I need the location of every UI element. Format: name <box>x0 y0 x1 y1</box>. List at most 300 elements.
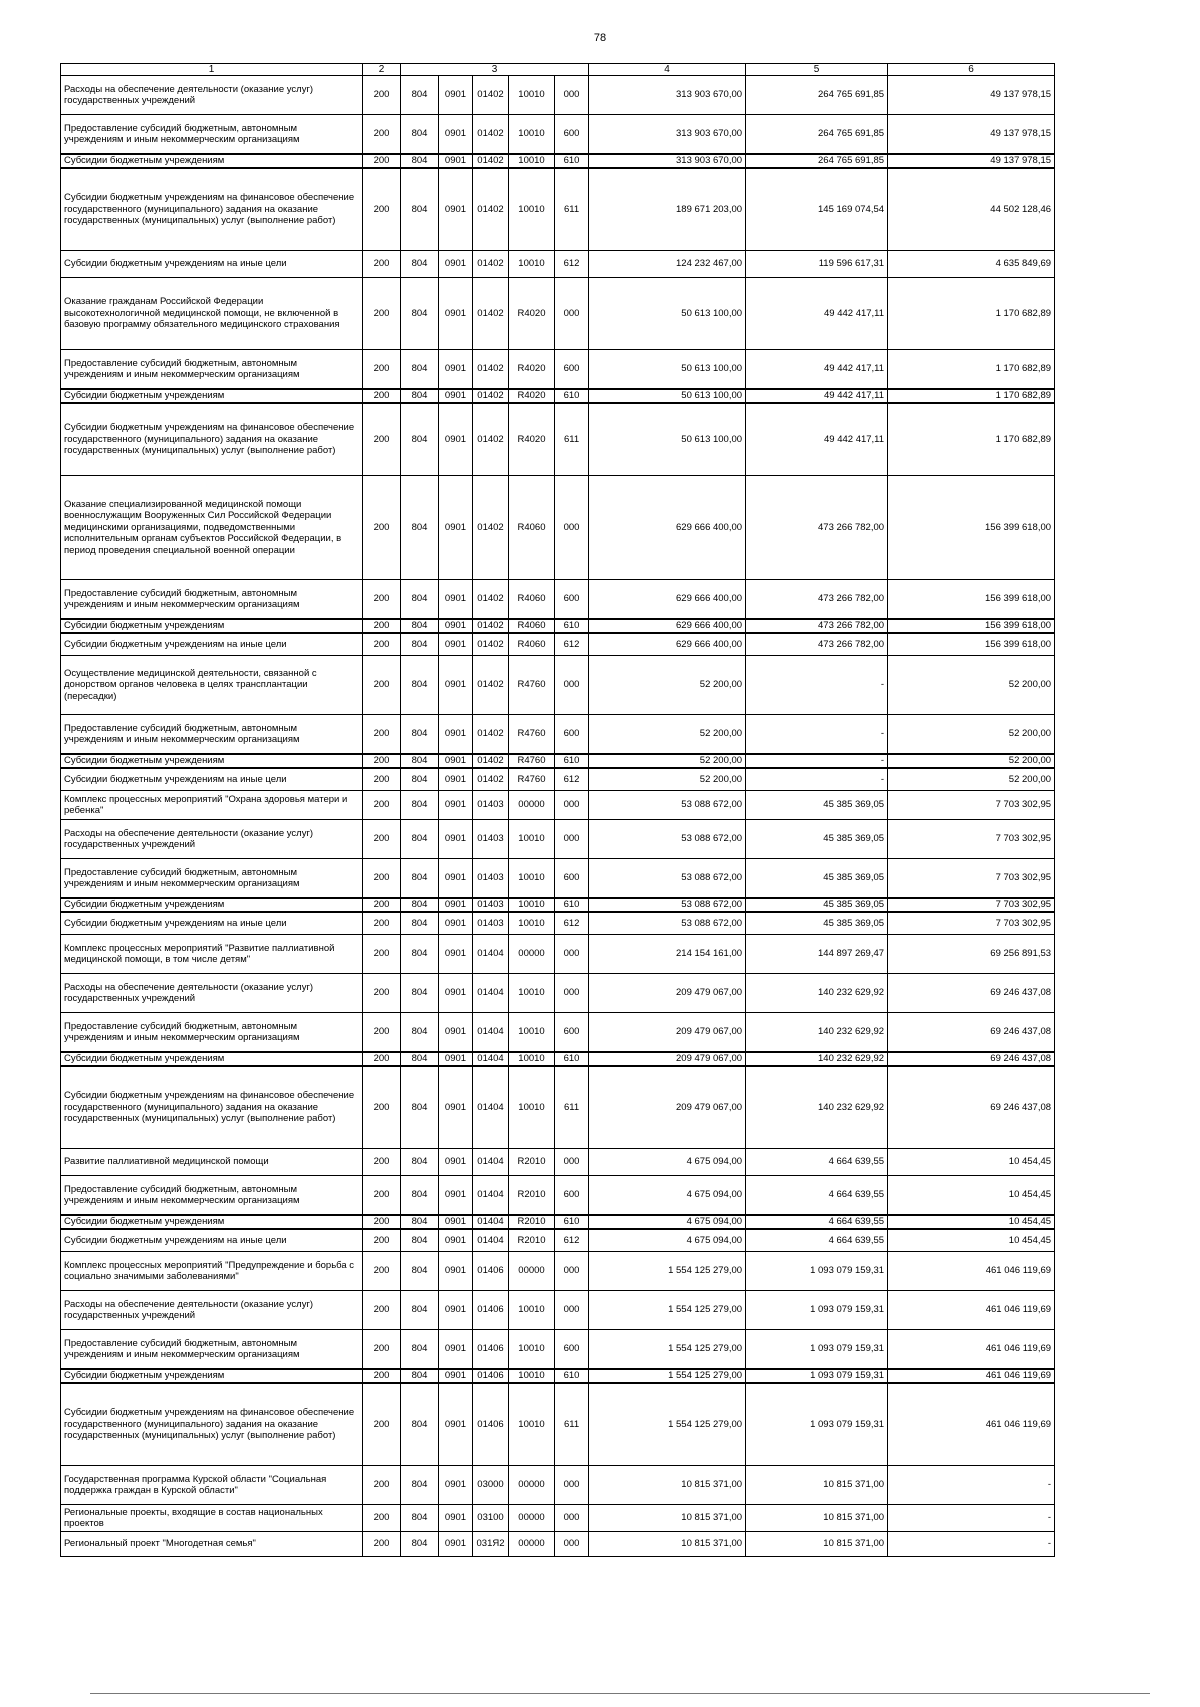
code-ved: 804 <box>401 1149 439 1176</box>
code-ved: 804 <box>401 715 439 755</box>
code-program: 01406 <box>473 1330 509 1370</box>
code-section: 0901 <box>439 168 473 251</box>
value-executed: 144 897 269,47 <box>746 935 888 974</box>
value-remaining: 461 046 119,69 <box>888 1369 1055 1383</box>
code-ved: 804 <box>401 619 439 633</box>
value-executed: 45 385 369,05 <box>746 859 888 899</box>
code-type: 000 <box>555 791 589 820</box>
value-remaining: 49 137 978,15 <box>888 76 1055 115</box>
code-ved: 804 <box>401 820 439 859</box>
value-remaining: 7 703 302,95 <box>888 820 1055 859</box>
row-name: Предоставление субсидий бюджетным, автономным учреждениям и иным некоммерческим организациям <box>61 715 363 755</box>
table-row <box>61 580 1055 620</box>
code-gr: 200 <box>363 1291 401 1330</box>
code-section: 0901 <box>439 898 473 912</box>
code-ved: 804 <box>401 1052 439 1066</box>
code-type: 610 <box>555 898 589 912</box>
table-row <box>61 76 1055 115</box>
code-gr: 200 <box>363 619 401 633</box>
code-type: 600 <box>555 1013 589 1053</box>
value-executed: - <box>746 715 888 755</box>
code-type: 611 <box>555 403 589 476</box>
code-gr: 200 <box>363 898 401 912</box>
row-name: Региональные проекты, входящие в состав национальных проектов <box>61 1505 363 1532</box>
row-name: Субсидии бюджетным учреждениям <box>61 1369 363 1383</box>
table-row <box>61 859 1055 899</box>
code-ved: 804 <box>401 1176 439 1216</box>
row-name: Субсидии бюджетным учреждениям на финансовое обеспечение государственного (муниципального) задания на оказание государственных (муниципальных) услуг (выполнение работ) <box>61 1066 363 1149</box>
value-executed: 1 093 079 159,31 <box>746 1291 888 1330</box>
row-name: Оказание гражданам Российской Федерации высокотехнологичной медицинской помощи, не включенной в базовую программу обязательного медицинского страхования <box>61 278 363 350</box>
table-row <box>61 1229 1055 1252</box>
value-executed: 49 442 417,11 <box>746 278 888 350</box>
code-ved: 804 <box>401 754 439 768</box>
value-executed: 10 815 371,00 <box>746 1505 888 1532</box>
code-program: 01402 <box>473 350 509 390</box>
code-gr: 200 <box>363 1215 401 1229</box>
value-plan: 629 666 400,00 <box>589 476 746 580</box>
value-plan: 214 154 161,00 <box>589 935 746 974</box>
code-type: 610 <box>555 1215 589 1229</box>
code-direction: 00000 <box>509 1252 555 1291</box>
code-gr: 200 <box>363 580 401 620</box>
code-section: 0901 <box>439 656 473 715</box>
code-program: 01402 <box>473 633 509 656</box>
row-name: Предоставление субсидий бюджетным, автономным учреждениям и иным некоммерческим организациям <box>61 1330 363 1370</box>
value-remaining: 10 454,45 <box>888 1215 1055 1229</box>
code-section: 0901 <box>439 76 473 115</box>
code-direction: 10010 <box>509 154 555 168</box>
table-row <box>61 898 1055 912</box>
code-gr: 200 <box>363 1013 401 1053</box>
code-type: 612 <box>555 251 589 278</box>
code-section: 0901 <box>439 1291 473 1330</box>
code-type: 612 <box>555 633 589 656</box>
code-section: 0901 <box>439 1066 473 1149</box>
code-direction: 10010 <box>509 1013 555 1053</box>
value-plan: 313 903 670,00 <box>589 76 746 115</box>
code-program: 01403 <box>473 898 509 912</box>
value-remaining: 156 399 618,00 <box>888 633 1055 656</box>
value-plan: 10 815 371,00 <box>589 1505 746 1532</box>
page-bottom-line <box>90 1693 1150 1694</box>
row-name: Комплекс процессных мероприятий "Предупреждение и борьба с социально значимыми заболеваниями" <box>61 1252 363 1291</box>
code-program: 01402 <box>473 168 509 251</box>
value-plan: 1 554 125 279,00 <box>589 1369 746 1383</box>
code-ved: 804 <box>401 768 439 791</box>
code-gr: 200 <box>363 974 401 1013</box>
table-row <box>61 1330 1055 1370</box>
code-direction: 10010 <box>509 820 555 859</box>
code-direction: R2010 <box>509 1229 555 1252</box>
row-name: Субсидии бюджетным учреждениям на иные цели <box>61 912 363 935</box>
code-direction: 10010 <box>509 859 555 899</box>
code-program: 01402 <box>473 154 509 168</box>
code-direction: 00000 <box>509 935 555 974</box>
table-row <box>61 1252 1055 1291</box>
value-executed: 49 442 417,11 <box>746 350 888 390</box>
code-ved: 804 <box>401 912 439 935</box>
value-remaining: 1 170 682,89 <box>888 350 1055 390</box>
value-remaining: 49 137 978,15 <box>888 115 1055 155</box>
code-ved: 804 <box>401 1013 439 1053</box>
code-type: 600 <box>555 580 589 620</box>
value-plan: 4 675 094,00 <box>589 1149 746 1176</box>
value-remaining: 7 703 302,95 <box>888 859 1055 899</box>
code-program: 01403 <box>473 912 509 935</box>
code-program: 03100 <box>473 1505 509 1532</box>
code-program: 01403 <box>473 791 509 820</box>
value-executed: 4 664 639,55 <box>746 1176 888 1216</box>
value-plan: 209 479 067,00 <box>589 1052 746 1066</box>
code-section: 0901 <box>439 1532 473 1557</box>
code-section: 0901 <box>439 1252 473 1291</box>
code-direction: 10010 <box>509 912 555 935</box>
code-program: 03000 <box>473 1466 509 1505</box>
code-type: 000 <box>555 820 589 859</box>
value-remaining: 461 046 119,69 <box>888 1291 1055 1330</box>
code-program: 01402 <box>473 580 509 620</box>
value-remaining: 10 454,45 <box>888 1229 1055 1252</box>
code-section: 0901 <box>439 912 473 935</box>
code-ved: 804 <box>401 1229 439 1252</box>
code-program: 01404 <box>473 1176 509 1216</box>
code-type: 000 <box>555 1505 589 1532</box>
row-name: Осуществление медицинской деятельности, связанной с донорством органов человека в целях трансплантации (пересадки) <box>61 656 363 715</box>
value-plan: 52 200,00 <box>589 656 746 715</box>
row-name: Субсидии бюджетным учреждениям <box>61 754 363 768</box>
code-type: 612 <box>555 1229 589 1252</box>
row-name: Субсидии бюджетным учреждениям <box>61 1215 363 1229</box>
row-name: Субсидии бюджетным учреждениям на иные цели <box>61 768 363 791</box>
code-gr: 200 <box>363 1505 401 1532</box>
code-type: 611 <box>555 168 589 251</box>
code-gr: 200 <box>363 1532 401 1557</box>
code-program: 01404 <box>473 1149 509 1176</box>
code-ved: 804 <box>401 974 439 1013</box>
page-number: 78 <box>593 32 607 44</box>
value-executed: 4 664 639,55 <box>746 1229 888 1252</box>
code-gr: 200 <box>363 115 401 155</box>
code-gr: 200 <box>363 1330 401 1370</box>
row-name: Расходы на обеспечение деятельности (оказание услуг) государственных учреждений <box>61 1291 363 1330</box>
code-section: 0901 <box>439 1176 473 1216</box>
value-plan: 53 088 672,00 <box>589 859 746 899</box>
code-type: 000 <box>555 1252 589 1291</box>
code-section: 0901 <box>439 1330 473 1370</box>
value-remaining: 52 200,00 <box>888 754 1055 768</box>
value-remaining: 69 246 437,08 <box>888 974 1055 1013</box>
code-program: 01404 <box>473 1052 509 1066</box>
value-executed: 264 765 691,85 <box>746 154 888 168</box>
code-section: 0901 <box>439 278 473 350</box>
code-ved: 804 <box>401 1369 439 1383</box>
code-direction: 10010 <box>509 1291 555 1330</box>
code-type: 000 <box>555 935 589 974</box>
code-ved: 804 <box>401 168 439 251</box>
code-ved: 804 <box>401 350 439 390</box>
code-ved: 804 <box>401 1383 439 1466</box>
code-section: 0901 <box>439 350 473 390</box>
table-row <box>61 791 1055 820</box>
code-program: 01406 <box>473 1369 509 1383</box>
code-program: 01406 <box>473 1383 509 1466</box>
code-direction: 00000 <box>509 1505 555 1532</box>
code-section: 0901 <box>439 715 473 755</box>
table-row <box>61 1369 1055 1383</box>
code-ved: 804 <box>401 476 439 580</box>
code-direction: 00000 <box>509 1532 555 1557</box>
code-type: 610 <box>555 1052 589 1066</box>
code-section: 0901 <box>439 1383 473 1466</box>
code-program: 01402 <box>473 768 509 791</box>
value-remaining: 1 170 682,89 <box>888 389 1055 403</box>
value-plan: 53 088 672,00 <box>589 898 746 912</box>
table-row <box>61 633 1055 656</box>
value-executed: 140 232 629,92 <box>746 1013 888 1053</box>
code-type: 000 <box>555 1532 589 1557</box>
budget-table <box>60 63 1055 1557</box>
table-row <box>61 389 1055 403</box>
value-executed: 473 266 782,00 <box>746 580 888 620</box>
value-plan: 629 666 400,00 <box>589 633 746 656</box>
value-plan: 50 613 100,00 <box>589 403 746 476</box>
row-name: Государственная программа Курской области "Социальная поддержка граждан в Курской области" <box>61 1466 363 1505</box>
code-program: 01404 <box>473 1013 509 1053</box>
value-executed: - <box>746 754 888 768</box>
value-remaining: 52 200,00 <box>888 768 1055 791</box>
value-plan: 629 666 400,00 <box>589 619 746 633</box>
row-name: Субсидии бюджетным учреждениям <box>61 1052 363 1066</box>
row-name: Предоставление субсидий бюджетным, автономным учреждениям и иным некоммерческим организациям <box>61 115 363 155</box>
code-gr: 200 <box>363 859 401 899</box>
value-executed: 119 596 617,31 <box>746 251 888 278</box>
code-gr: 200 <box>363 791 401 820</box>
code-section: 0901 <box>439 251 473 278</box>
code-ved: 804 <box>401 1532 439 1557</box>
value-remaining: 7 703 302,95 <box>888 791 1055 820</box>
value-executed: - <box>746 656 888 715</box>
table-row <box>61 1532 1055 1557</box>
code-type: 610 <box>555 754 589 768</box>
column-header: 2 <box>363 64 401 76</box>
row-name: Оказание специализированной медицинской помощи военнослужащим Вооруженных Сил Российской Федерации медицинскими организациями, подведомственными исполнительным органам субъектов Российской Федерации, в период проведения специальной военной операции <box>61 476 363 580</box>
table-row <box>61 251 1055 278</box>
row-name: Субсидии бюджетным учреждениям на финансовое обеспечение государственного (муниципального) задания на оказание государственных (муниципальных) услуг (выполнение работ) <box>61 1383 363 1466</box>
value-executed: 10 815 371,00 <box>746 1466 888 1505</box>
value-executed: 473 266 782,00 <box>746 476 888 580</box>
table-row <box>61 1215 1055 1229</box>
value-remaining: 156 399 618,00 <box>888 580 1055 620</box>
value-plan: 209 479 067,00 <box>589 1066 746 1149</box>
row-name: Расходы на обеспечение деятельности (оказание услуг) государственных учреждений <box>61 974 363 1013</box>
value-executed: 45 385 369,05 <box>746 898 888 912</box>
code-section: 0901 <box>439 633 473 656</box>
value-remaining: 44 502 128,46 <box>888 168 1055 251</box>
code-section: 0901 <box>439 935 473 974</box>
code-program: 031Я2 <box>473 1532 509 1557</box>
code-type: 612 <box>555 912 589 935</box>
row-name: Предоставление субсидий бюджетным, автономным учреждениям и иным некоммерческим организациям <box>61 580 363 620</box>
code-gr: 200 <box>363 251 401 278</box>
code-program: 01402 <box>473 656 509 715</box>
column-header: 4 <box>589 64 746 76</box>
code-gr: 200 <box>363 1052 401 1066</box>
row-name: Субсидии бюджетным учреждениям <box>61 619 363 633</box>
value-executed: 45 385 369,05 <box>746 912 888 935</box>
table-row <box>61 1505 1055 1532</box>
value-plan: 10 815 371,00 <box>589 1532 746 1557</box>
code-section: 0901 <box>439 1505 473 1532</box>
code-gr: 200 <box>363 154 401 168</box>
code-gr: 200 <box>363 389 401 403</box>
code-type: 000 <box>555 1291 589 1330</box>
value-executed: 45 385 369,05 <box>746 820 888 859</box>
code-type: 600 <box>555 350 589 390</box>
code-ved: 804 <box>401 935 439 974</box>
code-gr: 200 <box>363 633 401 656</box>
code-section: 0901 <box>439 1229 473 1252</box>
value-executed: 140 232 629,92 <box>746 1066 888 1149</box>
value-plan: 189 671 203,00 <box>589 168 746 251</box>
value-remaining: 69 246 437,08 <box>888 1066 1055 1149</box>
code-gr: 200 <box>363 1149 401 1176</box>
code-gr: 200 <box>363 350 401 390</box>
code-program: 01402 <box>473 251 509 278</box>
code-gr: 200 <box>363 1252 401 1291</box>
code-gr: 200 <box>363 754 401 768</box>
value-executed: 473 266 782,00 <box>746 633 888 656</box>
value-executed: 10 815 371,00 <box>746 1532 888 1557</box>
table-row <box>61 1052 1055 1066</box>
code-section: 0901 <box>439 754 473 768</box>
value-executed: 140 232 629,92 <box>746 1052 888 1066</box>
table-row <box>61 619 1055 633</box>
value-plan: 50 613 100,00 <box>589 278 746 350</box>
value-plan: 124 232 467,00 <box>589 251 746 278</box>
code-type: 610 <box>555 154 589 168</box>
code-gr: 200 <box>363 715 401 755</box>
code-section: 0901 <box>439 619 473 633</box>
code-type: 610 <box>555 619 589 633</box>
row-name: Субсидии бюджетным учреждениям <box>61 154 363 168</box>
table-row <box>61 278 1055 350</box>
code-direction: 10010 <box>509 115 555 155</box>
code-gr: 200 <box>363 820 401 859</box>
code-type: 600 <box>555 115 589 155</box>
value-plan: 313 903 670,00 <box>589 154 746 168</box>
value-remaining: - <box>888 1466 1055 1505</box>
row-name: Расходы на обеспечение деятельности (оказание услуг) государственных учреждений <box>61 820 363 859</box>
value-remaining: - <box>888 1532 1055 1557</box>
row-name: Субсидии бюджетным учреждениям на иные цели <box>61 251 363 278</box>
value-plan: 52 200,00 <box>589 715 746 755</box>
code-type: 612 <box>555 768 589 791</box>
value-executed: 140 232 629,92 <box>746 974 888 1013</box>
table-row <box>61 1383 1055 1466</box>
row-name: Субсидии бюджетным учреждениям на финансовое обеспечение государственного (муниципального) задания на оказание государственных (муниципальных) услуг (выполнение работ) <box>61 168 363 251</box>
value-plan: 50 613 100,00 <box>589 389 746 403</box>
code-gr: 200 <box>363 1383 401 1466</box>
value-remaining: 10 454,45 <box>888 1176 1055 1216</box>
code-gr: 200 <box>363 1369 401 1383</box>
code-direction: R4760 <box>509 754 555 768</box>
value-plan: 52 200,00 <box>589 754 746 768</box>
code-ved: 804 <box>401 1066 439 1149</box>
code-ved: 804 <box>401 580 439 620</box>
column-header: 6 <box>888 64 1055 76</box>
table-row <box>61 1013 1055 1053</box>
code-direction: R4760 <box>509 768 555 791</box>
row-name: Комплекс процессных мероприятий "Охрана здоровья матери и ребенка" <box>61 791 363 820</box>
table-row <box>61 820 1055 859</box>
row-name: Расходы на обеспечение деятельности (оказание услуг) государственных учреждений <box>61 76 363 115</box>
code-program: 01406 <box>473 1252 509 1291</box>
code-gr: 200 <box>363 168 401 251</box>
table-row <box>61 476 1055 580</box>
code-type: 000 <box>555 278 589 350</box>
code-direction: R4760 <box>509 715 555 755</box>
value-executed: 264 765 691,85 <box>746 115 888 155</box>
code-section: 0901 <box>439 154 473 168</box>
code-section: 0901 <box>439 1215 473 1229</box>
code-type: 600 <box>555 1330 589 1370</box>
code-direction: R4060 <box>509 580 555 620</box>
code-direction: 10010 <box>509 251 555 278</box>
row-name: Развитие паллиативной медицинской помощи <box>61 1149 363 1176</box>
code-direction: R2010 <box>509 1215 555 1229</box>
value-remaining: 10 454,45 <box>888 1149 1055 1176</box>
value-plan: 209 479 067,00 <box>589 974 746 1013</box>
code-direction: 10010 <box>509 898 555 912</box>
code-direction: 10010 <box>509 1383 555 1466</box>
code-gr: 200 <box>363 403 401 476</box>
value-executed: - <box>746 768 888 791</box>
code-gr: 200 <box>363 76 401 115</box>
value-remaining: 156 399 618,00 <box>888 619 1055 633</box>
table-row <box>61 768 1055 791</box>
row-name: Предоставление субсидий бюджетным, автономным учреждениям и иным некоммерческим организациям <box>61 1013 363 1053</box>
code-program: 01402 <box>473 715 509 755</box>
code-program: 01402 <box>473 476 509 580</box>
code-direction: R2010 <box>509 1176 555 1216</box>
code-ved: 804 <box>401 859 439 899</box>
code-gr: 200 <box>363 278 401 350</box>
value-remaining: 52 200,00 <box>888 715 1055 755</box>
table-row <box>61 1176 1055 1216</box>
code-program: 01403 <box>473 820 509 859</box>
table-row <box>61 1066 1055 1149</box>
value-executed: 45 385 369,05 <box>746 791 888 820</box>
row-name: Предоставление субсидий бюджетным, автономным учреждениям и иным некоммерческим организациям <box>61 859 363 899</box>
code-type: 600 <box>555 859 589 899</box>
code-program: 01404 <box>473 1229 509 1252</box>
code-ved: 804 <box>401 1466 439 1505</box>
code-gr: 200 <box>363 1066 401 1149</box>
value-plan: 1 554 125 279,00 <box>589 1252 746 1291</box>
code-direction: 00000 <box>509 791 555 820</box>
code-section: 0901 <box>439 820 473 859</box>
table-row <box>61 1291 1055 1330</box>
code-type: 611 <box>555 1383 589 1466</box>
code-direction: R2010 <box>509 1149 555 1176</box>
row-name: Предоставление субсидий бюджетным, автономным учреждениям и иным некоммерческим организациям <box>61 350 363 390</box>
code-type: 000 <box>555 1466 589 1505</box>
code-direction: R4020 <box>509 350 555 390</box>
value-plan: 209 479 067,00 <box>589 1013 746 1053</box>
code-direction: R4060 <box>509 476 555 580</box>
value-remaining: 1 170 682,89 <box>888 403 1055 476</box>
